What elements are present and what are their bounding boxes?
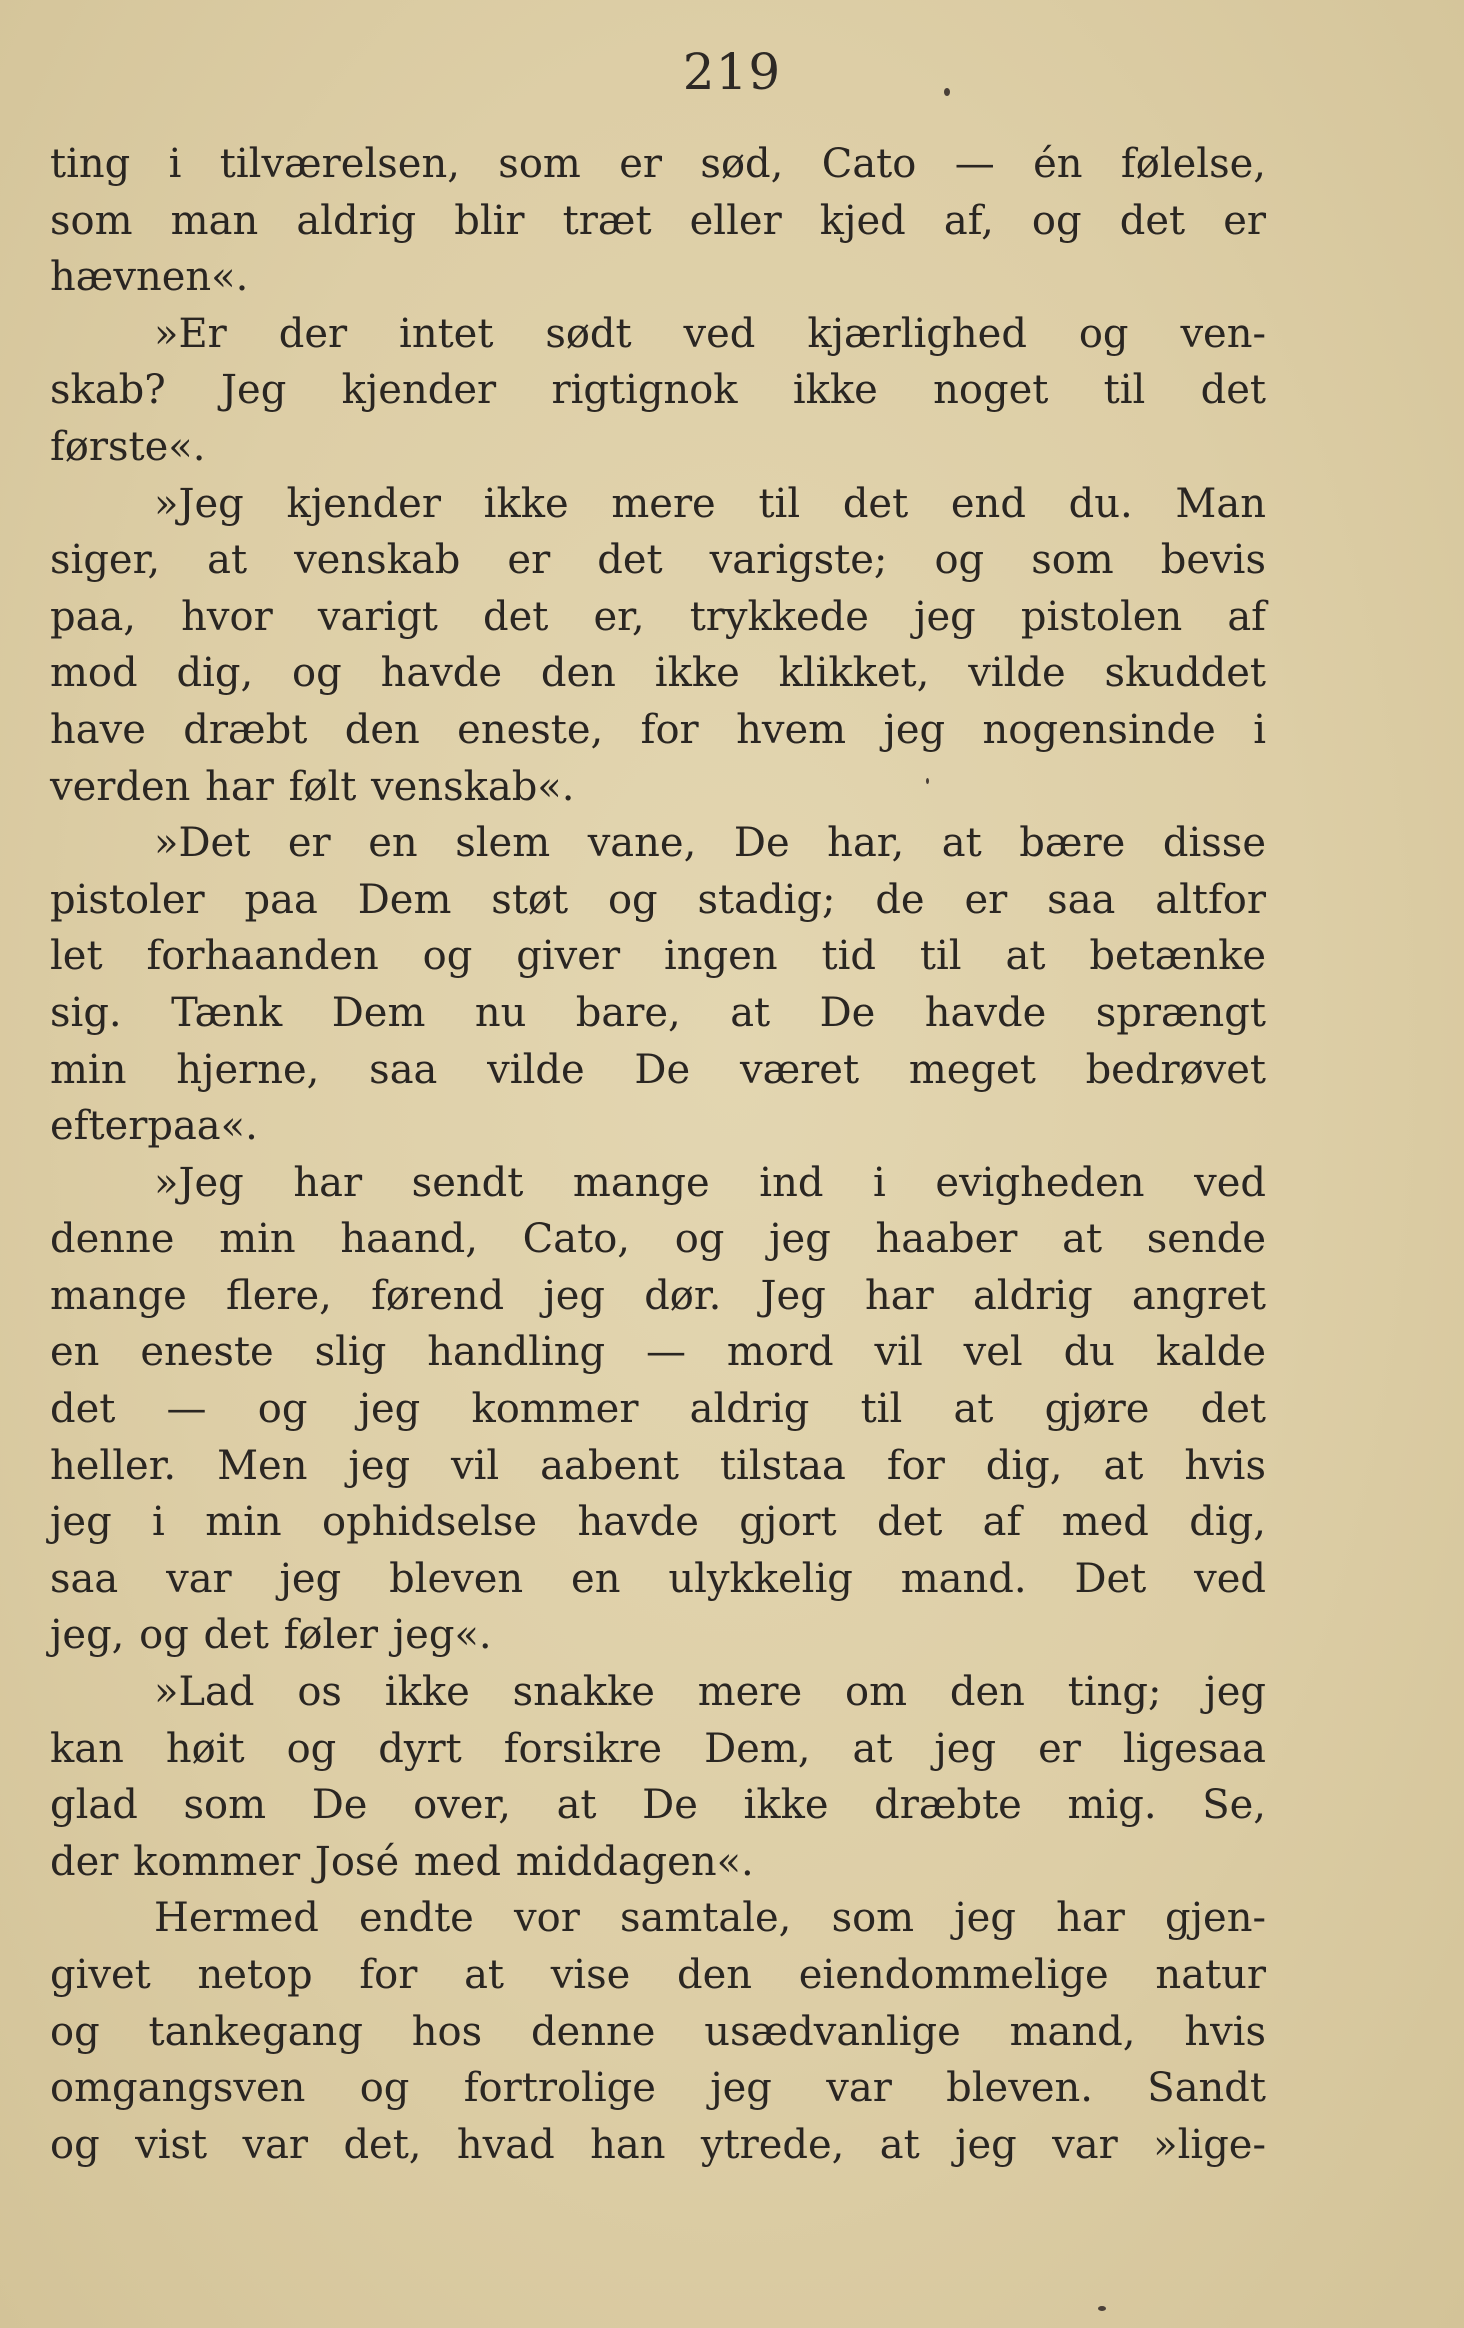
text-line: omgangsven og fortrolige jeg var bleven. Sandt — [50, 2065, 1266, 2112]
text-line: »Det er en slem vane, De har, at bære disse — [154, 820, 1266, 867]
text-line: jeg, og det føler jeg«. — [50, 1612, 492, 1659]
text-line: »Jeg har sendt mange ind i evigheden ved — [154, 1159, 1266, 1206]
text-line: »Er der intet sødt ved kjærlighed og ven- — [154, 310, 1266, 357]
text-line: kan høit og dyrt forsikre Dem, at jeg er ligesaa — [50, 1725, 1266, 1772]
text-line: mod dig, og havde den ikke klikket, vilde skuddet — [50, 650, 1266, 697]
text-line: en eneste slig handling — mord vil vel du kalde — [50, 1329, 1266, 1376]
text-line: »Lad os ikke snakke mere om den ting; jeg — [154, 1669, 1266, 1716]
text-line: efterpaa«. — [50, 1103, 258, 1150]
text-line: denne min haand, Cato, og jeg haaber at sende — [50, 1216, 1266, 1263]
text-line: det — og jeg kommer aldrig til at gjøre det — [50, 1386, 1266, 1433]
text-line: ting i tilværelsen, som er sød, Cato — én følelse, — [50, 141, 1266, 187]
text-line: have dræbt den eneste, for hvem jeg nogensinde i — [50, 706, 1266, 753]
paper-speck — [926, 778, 929, 784]
text-line: saa var jeg bleven en ulykkelig mand. Det ved — [50, 1555, 1266, 1602]
text-line: givet netop for at vise den eiendommelige natur — [50, 1952, 1266, 1998]
paper-speck — [1098, 2306, 1106, 2311]
text-line: første«. — [50, 423, 206, 470]
text-line: jeg i min ophidselse havde gjort det af med dig, — [50, 1499, 1266, 1546]
text-line: let forhaanden og giver ingen tid til at betænke — [50, 933, 1266, 980]
text-line: »Jeg kjender ikke mere til det end du. Man — [154, 480, 1266, 527]
text-line: sig. Tænk Dem nu bare, at De havde sprængt — [50, 989, 1266, 1036]
text-line: verden har følt venskab«. — [50, 763, 575, 810]
text-line: heller. Men jeg vil aabent tilstaa for dig, at hvis — [50, 1442, 1266, 1489]
text-line: skab? Jeg kjender rigtignok ikke noget til det — [50, 367, 1266, 414]
page-number: 219 — [682, 43, 782, 101]
text-line: som man aldrig blir træt eller kjed af, og det er — [50, 197, 1266, 244]
text-line: Hermed endte vor samtale, som jeg har gjen- — [154, 1895, 1266, 1942]
text-line: glad som De over, at De ikke dræbte mig. Se, — [50, 1782, 1266, 1829]
text-line: paa, hvor varigt det er, trykkede jeg pistolen af — [50, 593, 1266, 640]
body-text — [50, 136, 1266, 2173]
text-line: der kommer José med middagen«. — [50, 1838, 754, 1885]
paper-speck — [944, 88, 950, 96]
text-line: hævnen«. — [50, 254, 249, 301]
text-line: min hjerne, saa vilde De været meget bedrøvet — [50, 1046, 1266, 1093]
text-line: mange flere, førend jeg dør. Jeg har aldrig angret — [50, 1272, 1266, 1319]
text-line: siger, at venskab er det varigste; og som bevis — [50, 537, 1266, 584]
text-line: og vist var det, hvad han ytrede, at jeg var »lige- — [50, 2121, 1266, 2168]
text-line: pistoler paa Dem støt og stadig; de er saa altfor — [50, 876, 1266, 923]
text-line: og tankegang hos denne usædvanlige mand, hvis — [50, 2008, 1266, 2055]
